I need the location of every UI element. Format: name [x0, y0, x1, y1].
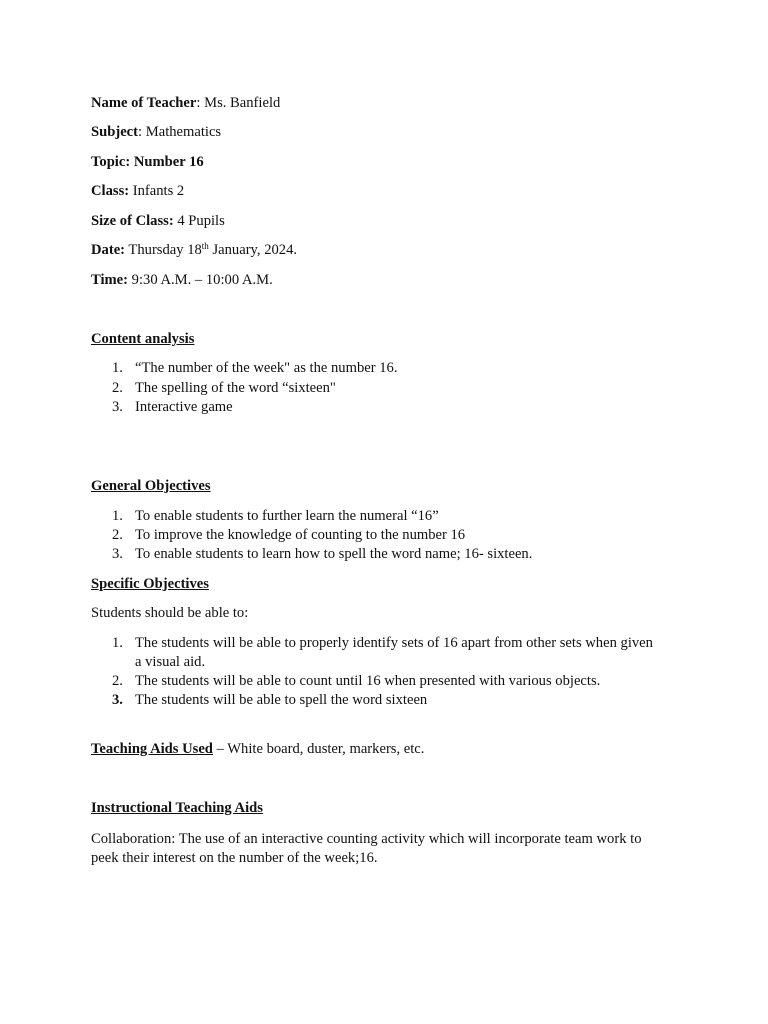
time-label: Time: — [91, 272, 129, 288]
date-value-post: January, 2024. — [208, 242, 298, 258]
date-line — [91, 241, 297, 259]
date-label: Date: — [91, 242, 126, 258]
teaching-aids-line — [91, 740, 424, 758]
list-item: To enable students to further learn the numeral “16” — [135, 508, 439, 524]
list-item: The students will be able to spell the word sixteen — [135, 692, 428, 708]
list-item: The students will be able to count until 16 when presented with various objects. — [135, 673, 601, 689]
list-item: “The number of the week" as the number 16. — [135, 360, 398, 376]
class-label: Class: — [91, 183, 130, 199]
instructional-aids-heading: Instructional Teaching Aids — [91, 800, 263, 816]
list-item: The students will be able to properly identify sets of 16 apart from other sets when given — [135, 635, 653, 651]
general-objectives-heading: General Objectives — [91, 478, 211, 494]
date-ordinal: th — [201, 241, 209, 251]
list-number: 3. — [112, 692, 123, 708]
specific-objectives-heading: Specific Objectives — [91, 576, 209, 592]
time-line — [91, 271, 273, 289]
class-size-line — [91, 212, 225, 230]
specific-objectives-intro: Students should be able to: — [91, 605, 249, 621]
list-number: 1. — [112, 360, 123, 376]
subject-label: Subject — [91, 124, 139, 140]
list-number: 3. — [112, 546, 123, 562]
time-value: 9:30 A.M. – 10:00 A.M. — [128, 272, 273, 288]
content-analysis-heading: Content analysis — [91, 331, 195, 347]
subject-value: : Mathematics — [138, 124, 222, 140]
class-size-value: 4 Pupils — [173, 213, 225, 229]
instructional-aids-text-continued: peek their interest on the number of the week;16. — [91, 850, 378, 866]
date-value-pre: Thursday 18 — [125, 242, 202, 258]
topic-line: Topic: Number 16 — [91, 154, 204, 170]
list-item: To improve the knowledge of counting to the number 16 — [135, 527, 466, 543]
list-number: 2. — [112, 380, 123, 396]
class-size-label: Size of Class: — [91, 213, 174, 229]
list-item: The spelling of the word “sixteen" — [135, 380, 336, 396]
list-number: 2. — [112, 527, 123, 543]
list-item: To enable students to learn how to spell the word name; 16- sixteen. — [135, 546, 533, 562]
list-number: 3. — [112, 399, 123, 415]
list-number: 2. — [112, 673, 123, 689]
list-item-continuation: a visual aid. — [135, 654, 206, 670]
list-number: 1. — [112, 508, 123, 524]
class-value: Infants 2 — [129, 183, 185, 199]
teaching-aids-text: – White board, duster, markers, etc. — [212, 741, 425, 757]
list-number: 1. — [112, 635, 123, 651]
class-line — [91, 182, 184, 200]
subject-line — [91, 123, 221, 141]
teacher-label: Name of Teacher — [91, 95, 197, 111]
instructional-aids-text: Collaboration: The use of an interactive counting activity which will incorporate team work to — [91, 831, 642, 847]
list-item: Interactive game — [135, 399, 233, 415]
teacher-value: : Ms. Banfield — [196, 95, 281, 111]
teaching-aids-heading: Teaching Aids Used — [91, 741, 213, 757]
teacher-line — [91, 94, 280, 112]
